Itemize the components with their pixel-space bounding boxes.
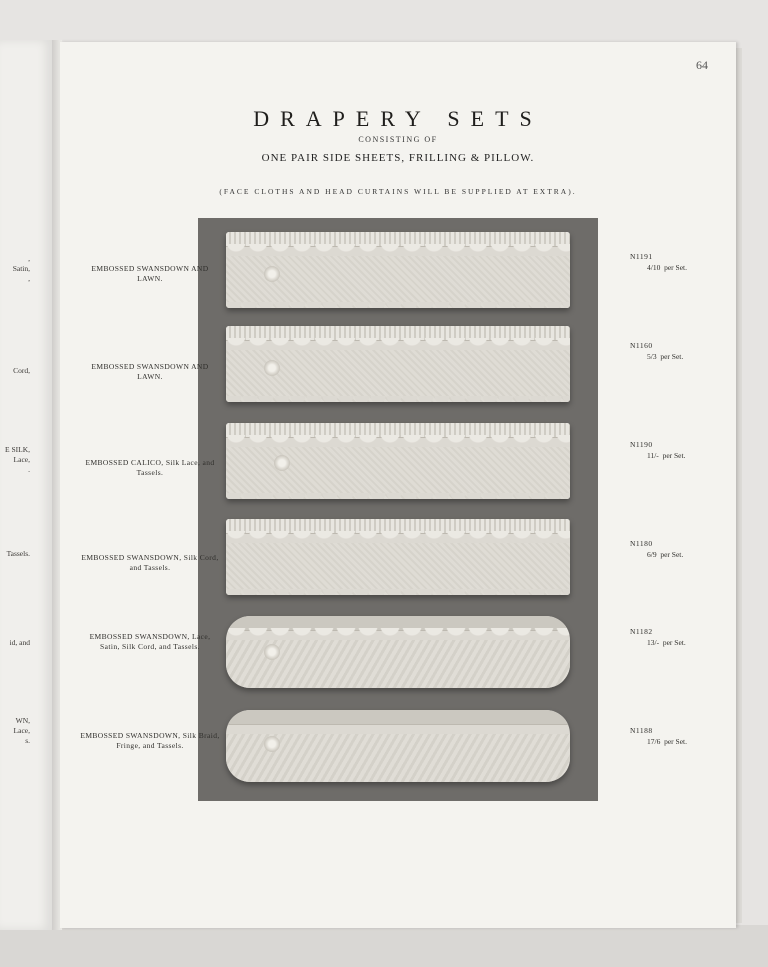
drapery-set-image xyxy=(226,710,570,782)
left-page-text: WN, Lace, s. xyxy=(13,716,30,745)
rosette-ornament xyxy=(264,360,280,376)
item-price: 17/6 per Set. xyxy=(647,737,688,746)
product-photo-plate xyxy=(198,218,598,801)
item-code: N1160 xyxy=(630,341,653,350)
rosette-ornament xyxy=(264,736,280,752)
rosette-ornament xyxy=(264,644,280,660)
left-page-text: Cord, xyxy=(13,366,30,375)
item-description: EMBOSSED SWANSDOWN, Lace, Satin, Silk Cord, and Tassels. xyxy=(89,632,211,651)
catalog-page xyxy=(60,42,736,928)
drapery-set-image xyxy=(226,232,570,308)
item-code: N1190 xyxy=(630,440,653,449)
drapery-set-image xyxy=(226,423,570,499)
item-description: EMBOSSED SWANSDOWN, Silk Cord, and Tassels. xyxy=(81,553,219,572)
left-page xyxy=(0,40,52,930)
rosette-ornament xyxy=(264,266,280,282)
table-surface xyxy=(0,925,768,967)
item-description: EMBOSSED SWANSDOWN AND LAWN. xyxy=(91,362,209,381)
consisting-label: CONSISTING OF xyxy=(358,135,438,144)
item-description: EMBOSSED SWANSDOWN, Silk Braid, Fringe, and Tassels. xyxy=(80,731,220,750)
item-price: 13/- per Set. xyxy=(647,638,686,647)
item-description: EMBOSSED CALICO, Silk Lace, and Tassels. xyxy=(85,458,215,477)
page-number: 64 xyxy=(696,58,708,72)
left-page-text: E SILK, Lace, . xyxy=(5,445,30,474)
item-description: EMBOSSED SWANSDOWN AND LAWN. xyxy=(91,264,209,283)
left-page-text: , Satin, , xyxy=(12,254,30,283)
drapery-set-image xyxy=(226,616,570,688)
item-code: N1191 xyxy=(630,252,653,261)
bow-ornament xyxy=(274,455,290,471)
item-code: N1182 xyxy=(630,627,653,636)
left-page-text: id, and xyxy=(9,638,30,647)
supply-note: (FACE CLOTHS AND HEAD CURTAINS WILL BE SUPPLIED AT EXTRA). xyxy=(219,187,577,196)
item-code: N1180 xyxy=(630,539,653,548)
drapery-set-image xyxy=(226,519,570,595)
page-subtitle: ONE PAIR SIDE SHEETS, FRILLING & PILLOW. xyxy=(261,152,535,164)
page-title: DRAPERY SETS xyxy=(253,106,543,131)
item-price: 11/- per Set. xyxy=(647,451,686,460)
left-page-text: Tassels. xyxy=(6,549,30,558)
item-code: N1188 xyxy=(630,726,653,735)
item-price: 4/10 per Set. xyxy=(647,263,688,272)
item-price: 6/9 per Set. xyxy=(647,550,684,559)
item-price: 5/3 per Set. xyxy=(647,352,684,361)
page-edge xyxy=(736,48,742,923)
drapery-set-image xyxy=(226,326,570,402)
